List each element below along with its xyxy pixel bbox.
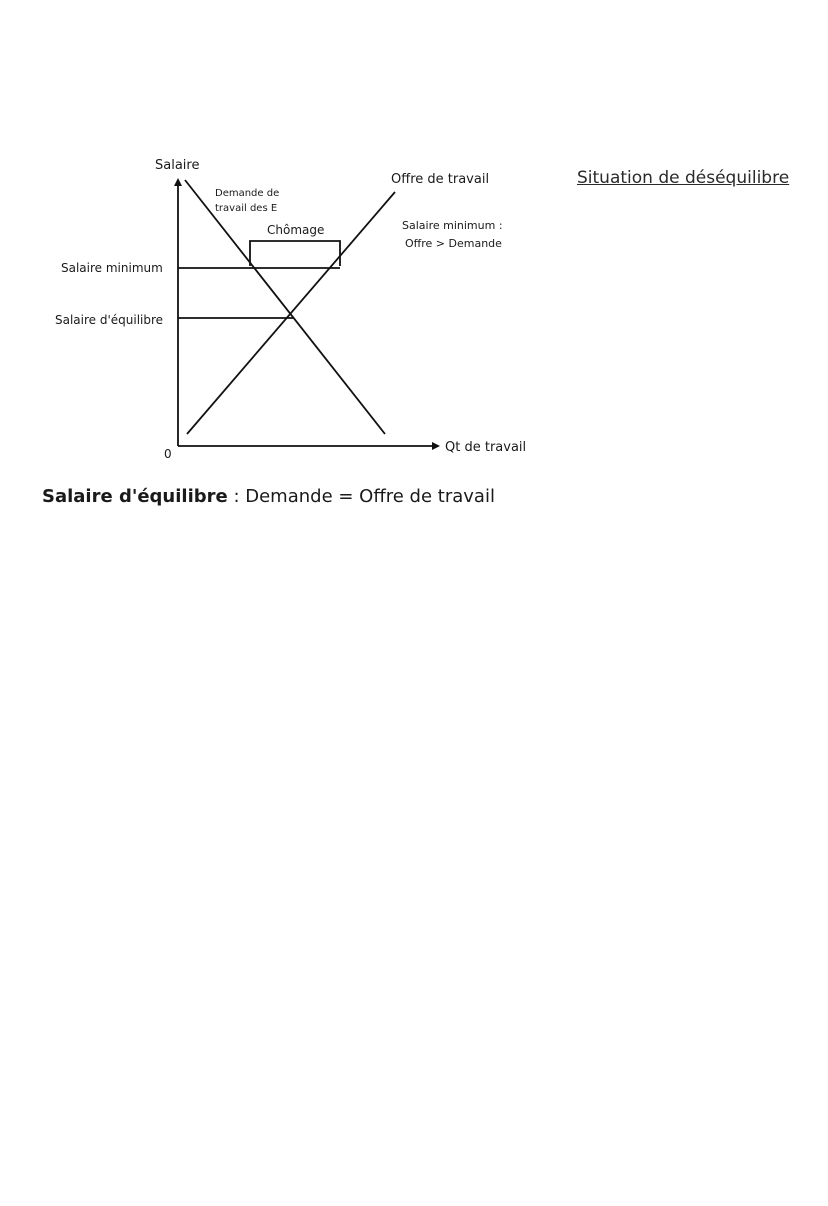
definition-text: : Demande = Offre de travail bbox=[227, 486, 495, 507]
demand-label-line1: Demande de bbox=[215, 188, 280, 199]
y-axis-label: Salaire bbox=[155, 158, 200, 173]
minimum-wage-label: Salaire minimum bbox=[61, 261, 163, 275]
minimum-wage-note-line1: Salaire minimum : bbox=[402, 219, 503, 232]
unemployment-bracket bbox=[250, 241, 340, 266]
minimum-wage-note-line2: Offre > Demande bbox=[405, 237, 502, 250]
demand-label-line2: travail des E bbox=[215, 203, 278, 214]
demand-curve bbox=[185, 180, 385, 434]
definition bbox=[42, 486, 495, 507]
unemployment-label: Chômage bbox=[267, 223, 325, 237]
labor-market-diagram bbox=[0, 0, 828, 540]
page-title: Situation de déséquilibre bbox=[577, 168, 790, 188]
supply-label: Offre de travail bbox=[391, 172, 490, 187]
x-axis-label: Qt de travail bbox=[445, 440, 527, 455]
definition-term: Salaire d'équilibre bbox=[42, 486, 228, 507]
equilibrium-wage-label: Salaire d'équilibre bbox=[55, 313, 164, 327]
origin-label: 0 bbox=[164, 447, 172, 461]
